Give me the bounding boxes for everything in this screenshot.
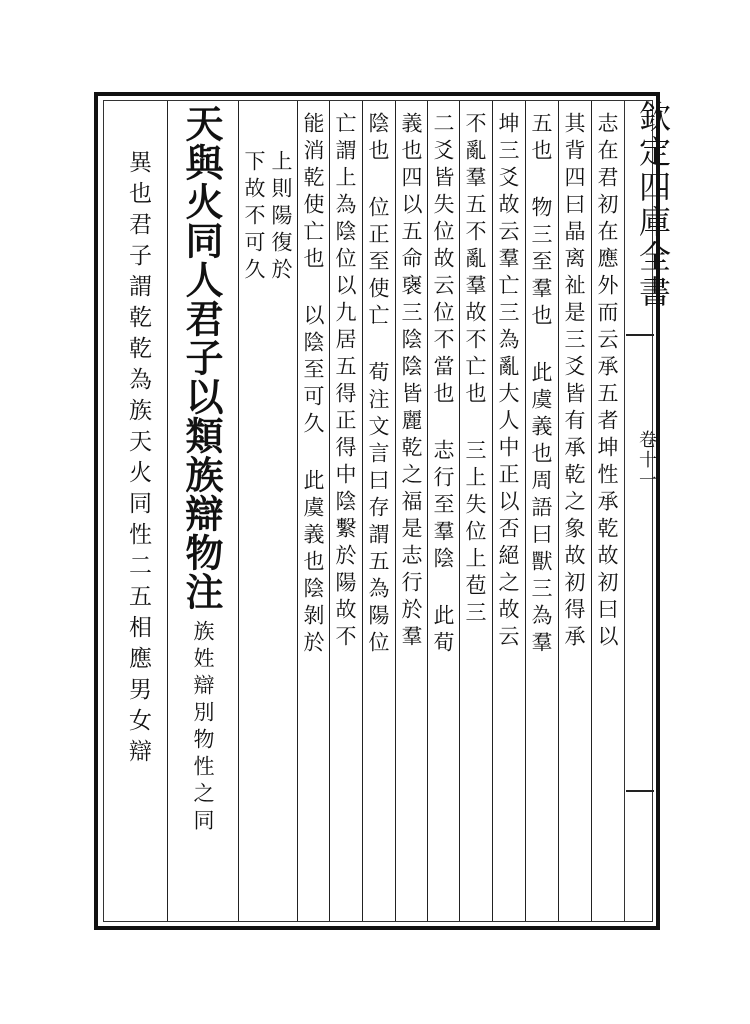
text-column-12: 下故不可久 <box>242 150 266 285</box>
column-rule <box>362 101 363 921</box>
column-rule <box>167 101 168 921</box>
text-column-9: 亡謂上為陰位以九居五得正得中陰繫於陽故不 <box>333 112 357 652</box>
text-column-2: 其背四曰晶离祉是三爻皆有承乾之象故初得承 <box>562 112 586 652</box>
text-column-10: 能消乾使亡也 以陰至可久 此虞義也陰剝於 <box>301 112 325 658</box>
margin-tick-bottom <box>626 790 654 792</box>
column-rule <box>525 101 526 921</box>
column-rule <box>395 101 396 921</box>
text-column-5: 不亂羣五不亂羣故不亡也 三上失位上苞三 <box>463 112 487 628</box>
column-rule <box>492 101 493 921</box>
column-rule <box>558 101 559 921</box>
text-column-7: 義也四以五命襃三陰陰皆麗乾之福是志行於羣 <box>399 112 423 652</box>
text-column-11: 上則陽復於 <box>269 150 293 285</box>
column-rule <box>459 101 460 921</box>
column-rule <box>591 101 592 921</box>
margin-tick-top <box>626 334 654 336</box>
column-rule <box>329 101 330 921</box>
margin-book-title: 欽定四庫全書 <box>634 100 672 310</box>
text-column-15: 異也君子謂乾乾為族天火同性二五相應男女辯 <box>125 150 151 770</box>
margin-volume-label: 卷十一 <box>636 430 657 490</box>
margin-divider <box>624 100 625 922</box>
text-column-8: 陰也 位正至使亡 荀注文言曰存謂五為陽位 <box>366 112 390 658</box>
classic-text-column: 天與火同人君子以類族辯物注 <box>179 104 224 611</box>
column-rule <box>427 101 428 921</box>
annotation-column: 族姓辯別物性之同 <box>191 620 215 836</box>
text-column-1: 志在君初在應外而云承五者坤性承乾故初曰以 <box>595 112 619 652</box>
text-column-4: 坤三爻故云羣亡三為亂大人中正以否絕之故云 <box>496 112 520 652</box>
text-column-6: 二爻皆失位故云位不當也 志行至羣陰 此荀 <box>431 112 455 658</box>
column-rule <box>238 101 239 921</box>
text-column-3: 五也 物三至羣也 此虞義也周語曰獸三為羣 <box>529 112 553 658</box>
column-rule <box>297 101 298 921</box>
